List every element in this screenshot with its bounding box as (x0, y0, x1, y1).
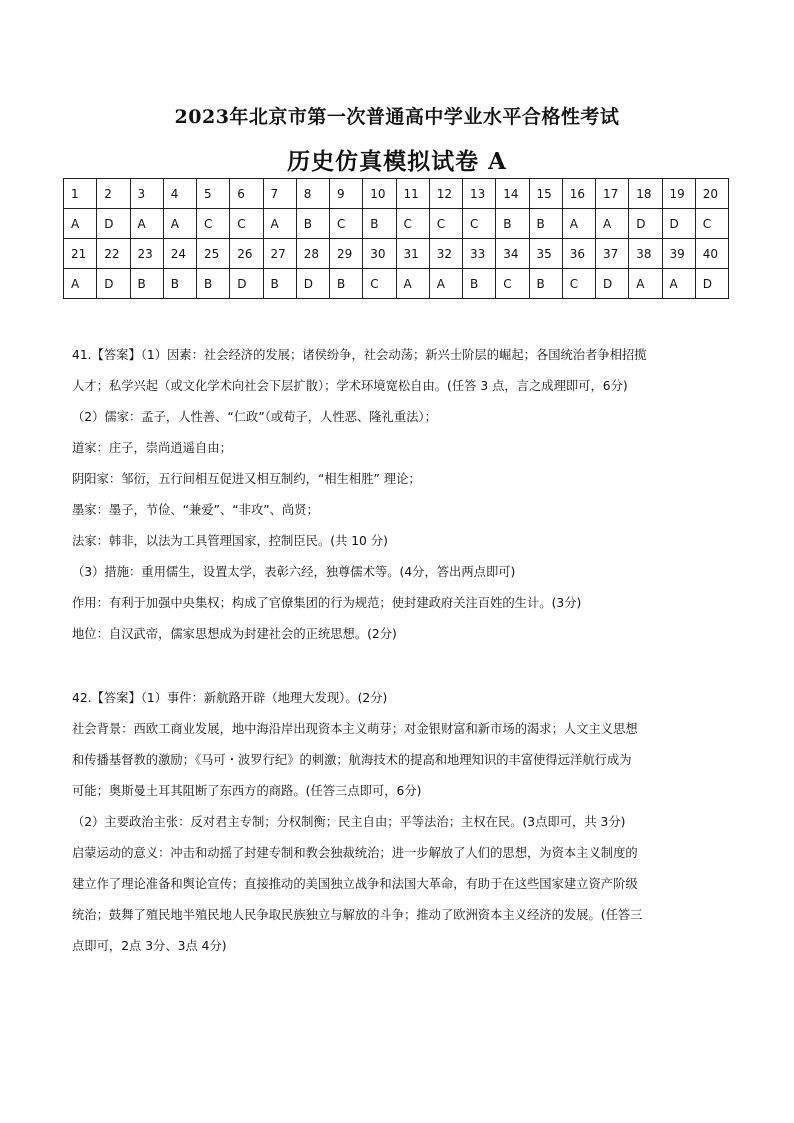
question-number-cell: 27 (263, 239, 296, 269)
question-number-cell: 8 (296, 179, 329, 209)
answer-cell: A (429, 269, 462, 299)
answer-cell: D (296, 269, 329, 299)
answer-cell: A (64, 269, 97, 299)
answer-42-line: 社会背景：西欧工商业发展，地中海沿岸出现资本主义萌芽；对金银财富和新市场的渴求；人文主义思想 (72, 722, 638, 736)
question-number-cell: 2 (97, 179, 130, 209)
answer-42-line: 42.【答案】（1）事件：新航路开辟（地理大发现）。(2分) (72, 691, 388, 705)
answer-cell: A (163, 209, 196, 239)
question-number-cell: 38 (629, 239, 662, 269)
question-number-cell: 34 (496, 239, 529, 269)
answer-cell: C (197, 209, 230, 239)
answer-42-line: 和传播基督教的激励；《马可・波罗行纪》的刺激；航海技术的提高和地理知识的丰富使得远洋航行成为 (72, 753, 632, 767)
question-number-cell: 22 (97, 239, 130, 269)
answer-41-line: （3）措施：重用儒生，设置太学，表彰六经，独尊儒术等。(4分，答出两点即可) (72, 565, 516, 579)
answer-cell: D (97, 209, 130, 239)
answer-42-line: （2）主要政治主张：反对君主专制；分权制衡；民主自由；平等法治；主权在民。(3点即可，共 3分) (72, 815, 626, 829)
answer-cell: C (396, 209, 429, 239)
answer-cell: B (197, 269, 230, 299)
answer-cell: C (496, 269, 529, 299)
answer-cell: B (163, 269, 196, 299)
question-number-cell: 31 (396, 239, 429, 269)
question-number-cell: 35 (529, 239, 562, 269)
question-number-cell: 30 (363, 239, 396, 269)
answer-cell: B (529, 269, 562, 299)
question-number-row (64, 239, 729, 269)
answer-41-line: 阴阳家：邹衍，五行间相互促进又相互制约，“相生相胜” 理论； (72, 472, 421, 486)
question-number-cell: 23 (130, 239, 163, 269)
answer-cell: A (629, 269, 662, 299)
question-number-cell: 5 (197, 179, 230, 209)
question-number-cell: 10 (363, 179, 396, 209)
answer-42-line: 统治；鼓舞了殖民地半殖民地人民争取民族独立与解放的斗争；推动了欧洲资本主义经济的发展。(任答三 (72, 908, 643, 922)
answer-cell: D (629, 209, 662, 239)
answer-cell: B (130, 269, 163, 299)
question-number-cell: 24 (163, 239, 196, 269)
answer-cell: A (562, 209, 595, 239)
answer-cell: B (330, 269, 363, 299)
question-number-cell: 37 (596, 239, 629, 269)
question-number-cell: 9 (330, 179, 363, 209)
question-number-cell: 11 (396, 179, 429, 209)
answer-42-line: 点即可，2点 3分、3点 4分) (72, 939, 227, 953)
answer-41-line: 法家：韩非，以法为工具管理国家，控制臣民。(共 10 分) (72, 534, 388, 548)
question-number-cell: 16 (562, 179, 595, 209)
answer-cell: A (263, 209, 296, 239)
question-number-cell: 36 (562, 239, 595, 269)
answer-cell: A (396, 269, 429, 299)
exam-subtitle: 历史仿真模拟试卷 A (287, 148, 507, 175)
answer-41-line: 人才；私学兴起（或文化学术向社会下层扩散）；学术环境宽松自由。(任答 3 点，言之成理即可，6分) (72, 379, 628, 393)
question-number-cell: 39 (662, 239, 695, 269)
question-number-cell: 20 (695, 179, 728, 209)
question-number-cell: 26 (230, 239, 263, 269)
answer-cell: C (463, 209, 496, 239)
answer-cell: A (596, 209, 629, 239)
answer-cell: C (562, 269, 595, 299)
question-number-cell: 14 (496, 179, 529, 209)
answer-cell: A (662, 269, 695, 299)
exam-title: 2023年北京市第一次普通高中学业水平合格性考试 (174, 106, 620, 128)
question-number-cell: 4 (163, 179, 196, 209)
question-number-cell: 28 (296, 239, 329, 269)
answer-cell: B (529, 209, 562, 239)
question-number-cell: 19 (662, 179, 695, 209)
question-number-cell: 12 (429, 179, 462, 209)
question-number-cell: 17 (596, 179, 629, 209)
question-number-cell: 40 (695, 239, 728, 269)
answer-cell: A (130, 209, 163, 239)
answer-cell: B (463, 269, 496, 299)
answer-row (64, 209, 729, 239)
question-number-cell: 13 (463, 179, 496, 209)
answer-41-line: 道家：庄子，崇尚逍遥自由； (72, 441, 232, 455)
answer-cell: B (496, 209, 529, 239)
question-number-cell: 6 (230, 179, 263, 209)
answer-41-line: 作用：有利于加强中央集权；构成了官僚集团的行为规范；使封建政府关注百姓的生计。(3分) (72, 596, 582, 610)
answer-cell: D (596, 269, 629, 299)
answer-42-line: 建立作了理论准备和舆论宣传；直接推动的美国独立战争和法国大革命，有助于在这些国家建立资产阶级 (72, 877, 638, 891)
question-number-cell: 18 (629, 179, 662, 209)
answer-cell: C (330, 209, 363, 239)
answer-cell: C (429, 209, 462, 239)
answer-cell: B (263, 269, 296, 299)
answer-41-line: 41.【答案】（1）因素：社会经济的发展；诸侯纷争，社会动荡；新兴士阶层的崛起；各国统治者争相招揽 (72, 348, 647, 362)
answer-cell: D (230, 269, 263, 299)
question-number-cell: 32 (429, 239, 462, 269)
answer-cell: C (230, 209, 263, 239)
question-number-cell: 33 (463, 239, 496, 269)
answer-cell: C (695, 209, 728, 239)
answer-table (63, 178, 729, 299)
answer-row (64, 269, 729, 299)
answer-41-line: 墨家：墨子，节俭、“兼爱”、“非攻”、尚贤； (72, 503, 319, 517)
answer-cell: D (662, 209, 695, 239)
question-number-cell: 21 (64, 239, 97, 269)
question-number-cell: 29 (330, 239, 363, 269)
answer-cell: C (363, 269, 396, 299)
question-number-cell: 3 (130, 179, 163, 209)
answer-41-line: 地位：自汉武帝，儒家思想成为封建社会的正统思想。(2分) (72, 627, 397, 641)
answer-41-line: （2）儒家：孟子，人性善、“仁政”（或荀子，人性恶、隆礼重法）； (72, 410, 437, 424)
answer-42-line: 可能；奥斯曼土耳其阻断了东西方的商路。(任答三点即可，6分) (72, 784, 422, 798)
answer-cell: D (97, 269, 130, 299)
answer-42-line: 启蒙运动的意义：冲击和动摇了封建专制和教会独裁统治；进一步解放了人们的思想，为资本主义制度的 (72, 846, 638, 860)
answer-42 (72, 683, 722, 962)
question-number-cell: 15 (529, 179, 562, 209)
answer-cell: B (363, 209, 396, 239)
question-number-cell: 7 (263, 179, 296, 209)
answer-cell: B (296, 209, 329, 239)
question-number-cell: 25 (197, 239, 230, 269)
question-number-cell: 1 (64, 179, 97, 209)
answer-41 (72, 340, 722, 650)
answer-cell: A (64, 209, 97, 239)
answer-cell: D (695, 269, 728, 299)
question-number-row (64, 179, 729, 209)
